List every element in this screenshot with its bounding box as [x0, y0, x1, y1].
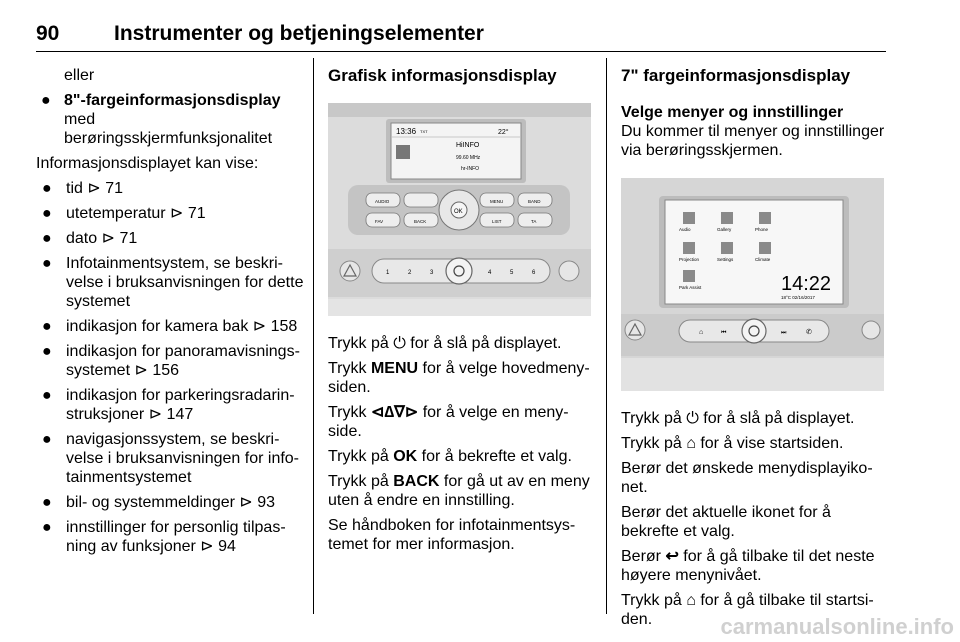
text: for å slå på displayet.	[405, 335, 562, 352]
ok-label: OK	[393, 448, 418, 465]
page-ref-icon: ⊳	[234, 494, 258, 511]
text: Trykk	[328, 404, 371, 421]
power-knob[interactable]	[742, 319, 766, 343]
list-item	[36, 386, 304, 424]
bullet-icon: ●	[42, 494, 52, 511]
list-item-text: indikasjon for panoramavisnings-systemet	[66, 343, 300, 379]
page-ref-icon: ⊳	[97, 230, 120, 247]
text: for å velge en meny-side.	[328, 404, 569, 440]
text: Trykk på	[328, 473, 394, 490]
text: for å gå tilbake til det neste høyere menynivået.	[621, 548, 875, 584]
radio-icon	[396, 145, 410, 159]
text: for å slå på displayet.	[698, 410, 855, 427]
prev-icon[interactable]: ⏮	[721, 330, 727, 336]
list-item-text: dato	[66, 230, 98, 247]
page-ref[interactable]: 71	[187, 205, 206, 222]
paragraph-ok	[328, 447, 594, 466]
list-item	[36, 342, 304, 380]
screen-txt: TXT	[420, 129, 428, 134]
button-ok[interactable]: OK	[454, 209, 463, 215]
list-item	[36, 204, 304, 223]
intro-text: Du kommer til menyer og innstillinger via berøringsskjermen.	[621, 123, 885, 159]
menu-app-icon[interactable]	[683, 212, 695, 224]
screen-band: HiINFO	[456, 142, 480, 149]
airbag-button[interactable]	[862, 321, 880, 339]
menu-app-label: Park Assist	[679, 285, 702, 290]
list-item	[36, 518, 304, 556]
text: Trykk på	[621, 435, 687, 452]
page-title: Instrumenter og betjeningselementer	[114, 22, 484, 45]
list-item-text: Infotainmentsystem, se beskri-velse i bruksanvisningen for dette systemet	[66, 255, 304, 310]
preset-button[interactable]: 1	[386, 270, 390, 276]
list-item-text: bil- og systemmeldinger	[66, 494, 235, 511]
menu-app-label: Settings	[717, 257, 734, 262]
page-ref[interactable]: 71	[119, 230, 138, 247]
list-item	[36, 91, 304, 148]
column-divider	[313, 58, 314, 614]
list-item-text: indikasjon for parkeringsradarin-struksjoner	[66, 387, 295, 423]
page-header	[36, 22, 886, 52]
touchscreen-photo	[621, 178, 884, 391]
text: for gå ut av en meny uten å endre en innstilling.	[328, 473, 590, 509]
page-ref[interactable]: 158	[270, 318, 298, 335]
list-item	[36, 430, 304, 487]
list-item	[36, 493, 304, 512]
home-icon: ⌂	[686, 435, 696, 452]
screen-freq: 99.60 MHz	[456, 155, 481, 161]
button-back[interactable]: BACK	[414, 219, 427, 224]
page-ref-icon: ⊳	[144, 406, 167, 423]
paragraph-arrows	[328, 403, 594, 441]
bullet-icon: ●	[42, 519, 52, 536]
menu-label: MENU	[370, 360, 419, 377]
column-3	[621, 66, 887, 635]
button-ta[interactable]: TA	[531, 219, 537, 224]
preset-button[interactable]: 6	[532, 270, 536, 276]
preset-button[interactable]: 2	[408, 270, 412, 276]
paragraph-back	[328, 472, 594, 510]
preset-button[interactable]: 5	[510, 270, 514, 276]
column-1	[36, 66, 304, 562]
intro-text: Informasjonsdisplayet kan vise:	[36, 155, 259, 172]
button-menu[interactable]: MENU	[490, 199, 504, 204]
phone-button[interactable]	[404, 193, 438, 207]
menu-app-icon[interactable]	[759, 242, 771, 254]
next-icon[interactable]: ⏭	[781, 330, 787, 336]
preset-button[interactable]: 4	[488, 270, 492, 276]
page-ref-icon: ⊳	[195, 538, 219, 555]
page-ref-icon: ⊳	[82, 180, 106, 197]
list-item	[36, 254, 304, 311]
menu-app-label: Phone	[755, 227, 769, 232]
page-ref[interactable]: 94	[218, 538, 236, 555]
bullet-icon: ●	[42, 431, 52, 448]
text: for å bekrefte et valg.	[417, 448, 572, 465]
item-text: med berøringsskjermfunksjonalitet	[64, 111, 273, 147]
text: for å gå tilbake til startsi-den.	[621, 592, 874, 628]
bullet-icon: ●	[42, 255, 52, 272]
page-ref[interactable]: 93	[257, 494, 276, 511]
power-icon: ⏻	[686, 410, 699, 427]
power-knob[interactable]	[446, 258, 472, 284]
menu-app-label: Audio	[679, 227, 691, 232]
airbag-button[interactable]	[559, 261, 579, 281]
power-icon: ⏻	[393, 335, 406, 352]
bullet-icon: ●	[42, 230, 52, 247]
watermark: carmanualsonline.info	[720, 614, 954, 639]
page-ref-icon: ⊳	[130, 362, 153, 379]
list-item-text: navigasjonssystem, se beskri-velse i bruksanvisningen for info-tainmentsystemet	[66, 431, 300, 486]
bullet-icon: ●	[42, 387, 52, 404]
list-item	[36, 179, 304, 198]
text: Trykk på	[328, 335, 394, 352]
menu-app-icon[interactable]	[721, 212, 733, 224]
menu-app-icon[interactable]	[759, 212, 771, 224]
list-item	[36, 317, 304, 336]
preset-button[interactable]: 3	[430, 270, 434, 276]
home-icon: ⌂	[686, 592, 696, 609]
menu-app-label: Projection	[679, 257, 700, 262]
back-label: BACK	[393, 473, 440, 490]
screen-station: hr-INFO	[461, 166, 480, 172]
paragraph-menu	[328, 359, 594, 397]
bullet-icon: ●	[42, 318, 52, 335]
return-arrow-icon: ↩	[665, 548, 679, 565]
text-eller: eller	[64, 67, 95, 84]
section-heading: Grafisk informasjonsdisplay	[328, 66, 557, 85]
menu-app-icon[interactable]	[721, 242, 733, 254]
text: for å vise startsiden.	[695, 435, 844, 452]
graphic-display-photo	[328, 103, 591, 316]
paragraph-return	[621, 547, 887, 585]
page-ref[interactable]: 156	[152, 362, 180, 379]
screen-clock: 14:22	[781, 273, 832, 295]
screen-temp: 22°	[498, 129, 509, 136]
list-item-text: tid	[66, 180, 83, 197]
text: Trykk på	[328, 448, 394, 465]
paragraph-power	[328, 334, 594, 353]
list-item-text: innstillinger for personlig tilpas-ning av funksjoner	[66, 519, 286, 555]
bullet-icon: ●	[42, 343, 52, 360]
page-number: 90	[36, 22, 60, 45]
menu-app-icon[interactable]	[683, 242, 695, 254]
button-list[interactable]: LIST	[492, 219, 502, 224]
button-fav[interactable]: FAV	[375, 219, 384, 224]
bullet-icon: ●	[41, 92, 51, 109]
list-item-text: utetemperatur	[66, 205, 166, 222]
text: Berør	[621, 548, 666, 565]
page-ref-icon: ⊳	[248, 318, 271, 335]
paragraph-power	[621, 409, 887, 428]
page-ref[interactable]: 71	[105, 180, 123, 197]
bullet-icon: ●	[42, 205, 52, 222]
section-heading: 7" fargeinformasjonsdisplay	[621, 66, 851, 85]
sub-heading: Velge menyer og innstillinger	[621, 104, 844, 121]
button-band[interactable]: BAND	[528, 199, 541, 204]
item-bold: 8"-fargeinformasjonsdisplay	[64, 92, 281, 109]
list-item	[36, 229, 304, 248]
menu-app-label: Gallery	[717, 227, 732, 232]
list-item-text: indikasjon for kamera bak	[66, 318, 249, 335]
paragraph-confirm: Berør det aktuelle ikonet for å bekrefte et valg.	[621, 504, 831, 540]
paragraph-manual: Se håndboken for infotainmentsys-temet for mer informasjon.	[328, 517, 576, 553]
text: Trykk på	[621, 592, 687, 609]
menu-app-icon[interactable]	[683, 270, 695, 282]
menu-app-label: Climate	[755, 257, 771, 262]
screen-temp-date: 18°C 02/16/2017	[781, 295, 815, 300]
phone-icon[interactable]: ✆	[806, 329, 812, 336]
text: Trykk	[328, 360, 371, 377]
arrow-keys-icon: ⊲∆∇⊳	[370, 404, 419, 421]
button-audio[interactable]: AUDIO	[375, 199, 390, 204]
bullet-icon: ●	[42, 180, 52, 197]
paragraph-touch: Berør det ønskede menydisplayiko-net.	[621, 460, 873, 496]
screen-time: 13:36	[396, 127, 417, 136]
home-icon[interactable]: ⌂	[699, 329, 704, 336]
page-ref-icon: ⊳	[165, 205, 188, 222]
info-list	[36, 179, 304, 556]
column-2	[328, 66, 594, 560]
column-divider	[606, 58, 607, 614]
text: Trykk på	[621, 410, 687, 427]
page-ref[interactable]: 147	[166, 406, 194, 423]
text: for å velge hovedmeny-siden.	[328, 360, 590, 396]
paragraph-home	[621, 434, 887, 453]
